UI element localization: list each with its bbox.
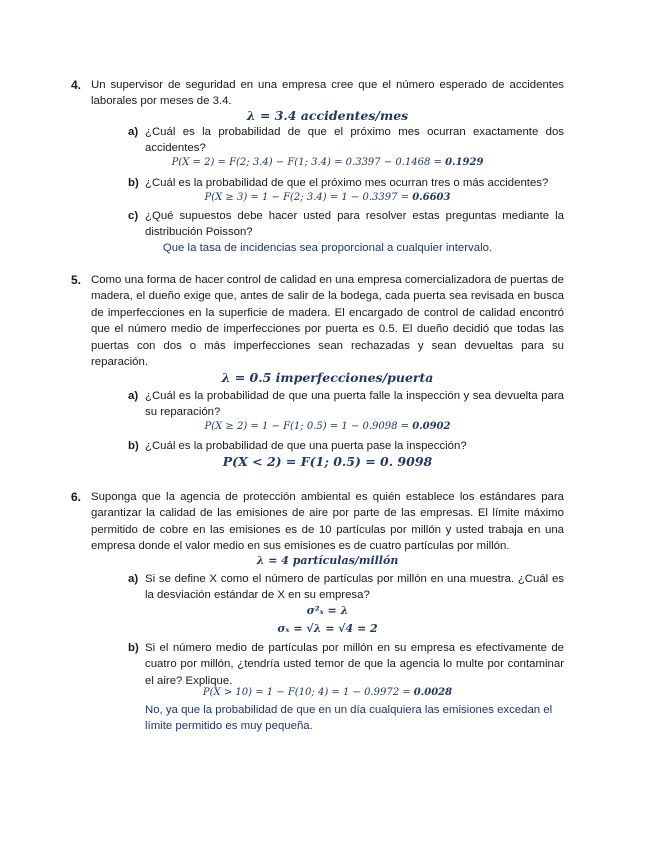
question-4a-text: ¿Cuál es la probabilidad de que el próximo mes ocurran exactamente dos accidentes? [145,126,564,155]
question-4-lambda: λ = 3.4 accidentes/mes [246,108,409,123]
question-4c-answer: Que la tasa de incidencias sea proporcional a cualquier intervalo. [162,242,493,254]
question-4b-text: ¿Cuál es la probabilidad de que el próximo mes ocurran tres o más accidentes? [145,177,549,189]
question-4b-result: 0.6603 [412,192,451,203]
question-6-lambda: λ = 4 partículas/millón [256,554,399,567]
question-4a-label: a) [128,126,139,138]
question-5a-result: 0.0902 [412,421,451,432]
question-5-lambda: λ = 0.5 imperfecciones/puerta [221,370,434,385]
question-5a-text: ¿Cuál es la probabilidad de que una puerta falle la inspección y sea devuelta para su reparación? [145,390,564,419]
question-5-text: Como una forma de hacer control de calidad en una empresa comercializadora de puertas de madera, el dueño exige que, antes de salir de la bodega, cada puerta sea revisada en busca de imperfecciones en la superficie de madera. El encargado de control de calidad encontró que el número medio de imperfecciones por puerta es 0.5. El dueño decidió que todas las puertas con dos o más imperfecciones sean rechazadas y sean devueltas para su reparación. [91,274,564,369]
question-4a-formula-expr: P(X = 2) = F(2; 3.4) − F(1; 3.4) = 0.3397 − 0.1468 = [171,157,446,168]
question-6b-formula [91,687,564,698]
question-5a-formula-expr: P(X ≥ 2) = 1 − F(1; 0.5) = 1 − 0.9098 = [204,421,413,432]
question-4b-formula [91,192,564,203]
question-4c-text: ¿Qué supuestos debe hacer usted para resolver estas preguntas mediante la distribución Poisson? [145,210,564,239]
question-6b-text: Si el número medio de partículas por millón en su empresa es efectivamente de cuatro por millón, ¿tendría usted temor de que la agencia lo multe por contaminar el aire? Explique. [145,642,564,687]
question-6a-sd-formula: σₓ = √λ = √4 = 2 [277,622,378,635]
question-4a-result: 0.1929 [445,157,484,168]
question-6b-formula-expr: P(X > 10) = 1 − F(10; 4) = 1 − 0.9972 = [202,687,414,698]
question-4b-label: b) [128,177,139,189]
question-6a-variance-formula: σ²ₓ = λ [306,604,349,617]
question-4a-formula [91,157,564,168]
question-4-text: Un supervisor de seguridad en una empresa cree que el número esperado de accidentes laborales por meses de 3.4. [91,79,564,108]
question-6b-answer: No, ya que la probabilidad de que en un día cualquiera las emisiones excedan el límite permitido es muy pequeña. [145,704,553,733]
question-5b-formula: P(X < 2) = F(1; 0.5) = 0. 9098 [222,454,433,469]
question-4b-formula-expr: P(X ≥ 3) = 1 − F(2; 3.4) = 1 − 0.3397 = [204,192,413,203]
question-5a-label: a) [128,390,139,402]
question-5a-formula [91,421,564,432]
question-5b-text: ¿Cuál es la probabilidad de que una puerta pase la inspección? [145,440,467,452]
question-6-text: Suponga que la agencia de protección ambiental es quién establece los estándares para garantizar la calidad de las emisiones de aire por parte de las empresas. El límite máximo permitido de cobre en las emisiones es de 10 partículas por millón y usted trabaja en una empresa donde el valor medio en sus emisiones es de cuatro partículas por millón. [91,491,564,553]
question-4-number: 4. [71,78,82,92]
question-4c-label: c) [128,210,139,222]
question-6a-text: Si se define X como el número de partículas por millón en una muestra. ¿Cuál es la desviación estándar de X en su empresa? [145,573,564,602]
question-5-number: 5. [71,273,82,287]
question-6b-label: b) [128,642,139,654]
question-6b-result: 0.0028 [413,687,453,698]
question-5b-label: b) [128,440,139,452]
question-6a-label: a) [128,573,139,585]
question-6-number: 6. [71,490,82,504]
